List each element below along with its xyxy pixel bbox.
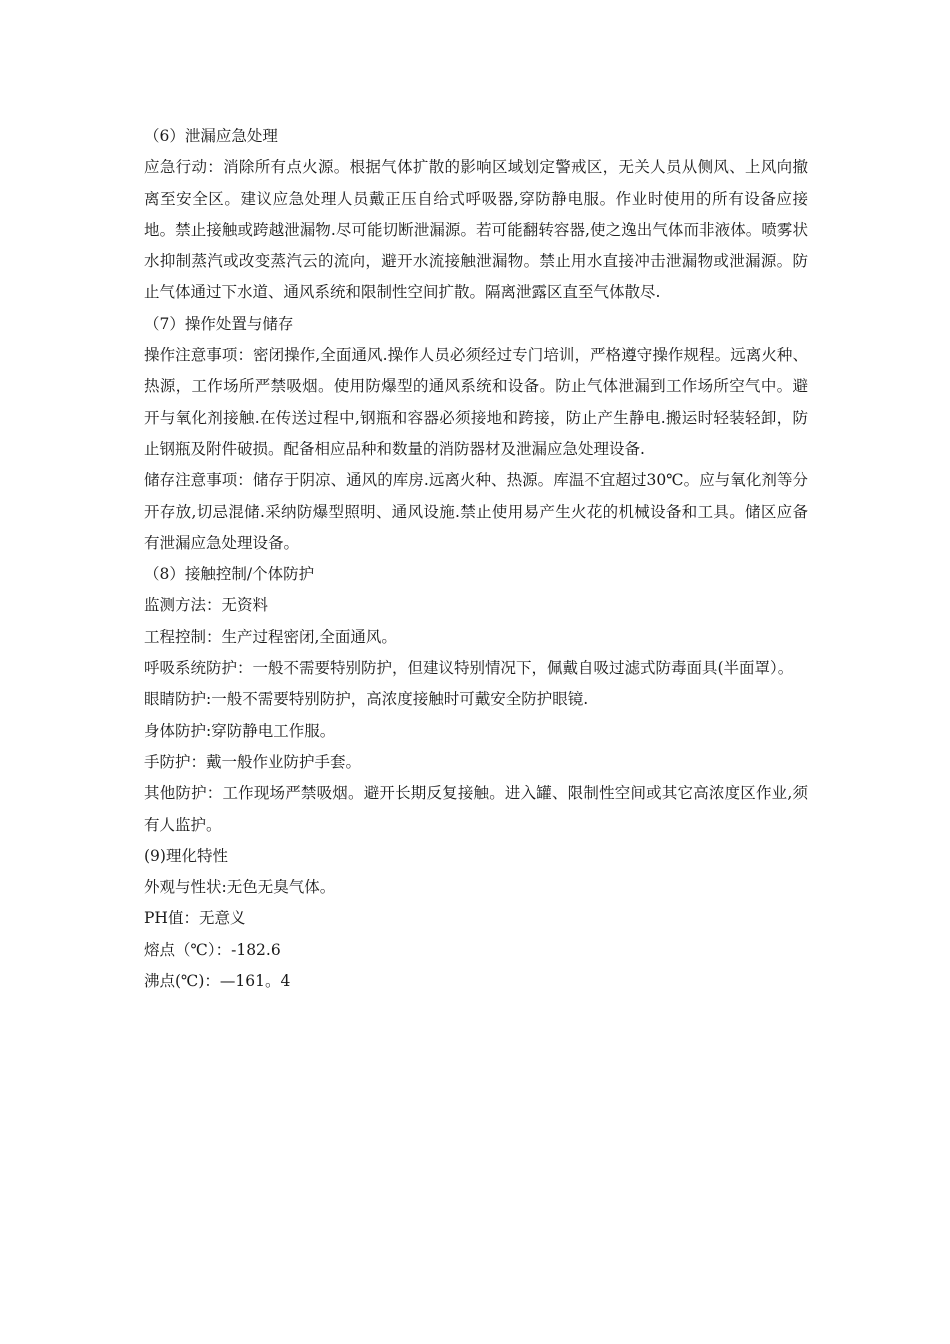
paragraph: 工程控制：生产过程密闭,全面通风。 (144, 627, 397, 646)
section-handling-storage (144, 309, 808, 559)
paragraph: 操作注意事项：密闭操作,全面通风.操作人员必须经过专门培训，严格遵守操作规程。远离火种、热源，工作场所严禁吸烟。使用防爆型的通风系统和设备。防止气体泄漏到工作场所空气中。避开与氧化剂接触.在传送过程中,钢瓶和容器必须接地和跨接，防止产生静电.搬运时轻装轻卸，防止钢瓶及附件破损。配备相应品种和数量的消防器材及泄漏应急处理设备. (144, 346, 808, 458)
section-heading: (9)理化特性 (144, 846, 228, 865)
section-heading: （7）操作处置与储存 (144, 314, 294, 333)
paragraph: PH值：无意义 (144, 909, 246, 928)
paragraph: 其他防护：工作现场严禁吸烟。避开长期反复接触。进入罐、限制性空间或其它高浓度区作业,须有人监护。 (144, 784, 808, 834)
paragraph: 沸点(℃)：—161。4 (144, 972, 291, 991)
section-leak-emergency (144, 121, 808, 309)
section-heading: （6）泄漏应急处理 (144, 127, 278, 145)
paragraph: 应急行动：消除所有点火源。根据气体扩散的影响区域划定警戒区，无关人员从侧风、上风向撤离至安全区。建议应急处理人员戴正压自给式呼吸器,穿防静电服。作业时使用的所有设备应接地。禁止接触或跨越泄漏物.尽可能切断泄漏源。若可能翻转容器,使之逸出气体而非液体。喷雾状水抑制蒸汽或改变蒸汽云的流向，避开水流接触泄漏物。禁止用水直接冲击泄漏物或泄漏源。防止气体通过下水道、通风系统和限制性空间扩散。隔离泄露区直至气体散尽. (144, 158, 808, 302)
paragraph: 熔点（℃）：-182.6 (144, 940, 281, 959)
paragraph: 身体防护:穿防静电工作服。 (144, 721, 336, 740)
section-exposure-protection (144, 559, 808, 841)
paragraph: 储存注意事项：储存于阴凉、通风的库房.远离火种、热源。库温不宜超过30℃。应与氧化剂等分开存放,切忌混储.采纳防爆型照明、通风设施.禁止使用易产生火花的机械设备和工具。储区应备有泄漏应急处理设备。 (144, 471, 808, 552)
paragraph: 外观与性状:无色无臭气体。 (144, 878, 336, 897)
document-page (144, 121, 808, 997)
paragraph: 监测方法：无资料 (144, 596, 269, 615)
paragraph: 呼吸系统防护：一般不需要特别防护，但建议特别情况下，佩戴自吸过滤式防毒面具(半面罩）。 (144, 659, 794, 678)
paragraph: 手防护：戴一般作业防护手套。 (144, 752, 362, 771)
section-physical-chemical-properties (144, 841, 808, 997)
paragraph: 眼睛防护:一般不需要特别防护，高浓度接触时可戴安全防护眼镜. (144, 690, 589, 709)
section-heading: （8）接触控制/个体防护 (144, 565, 315, 584)
